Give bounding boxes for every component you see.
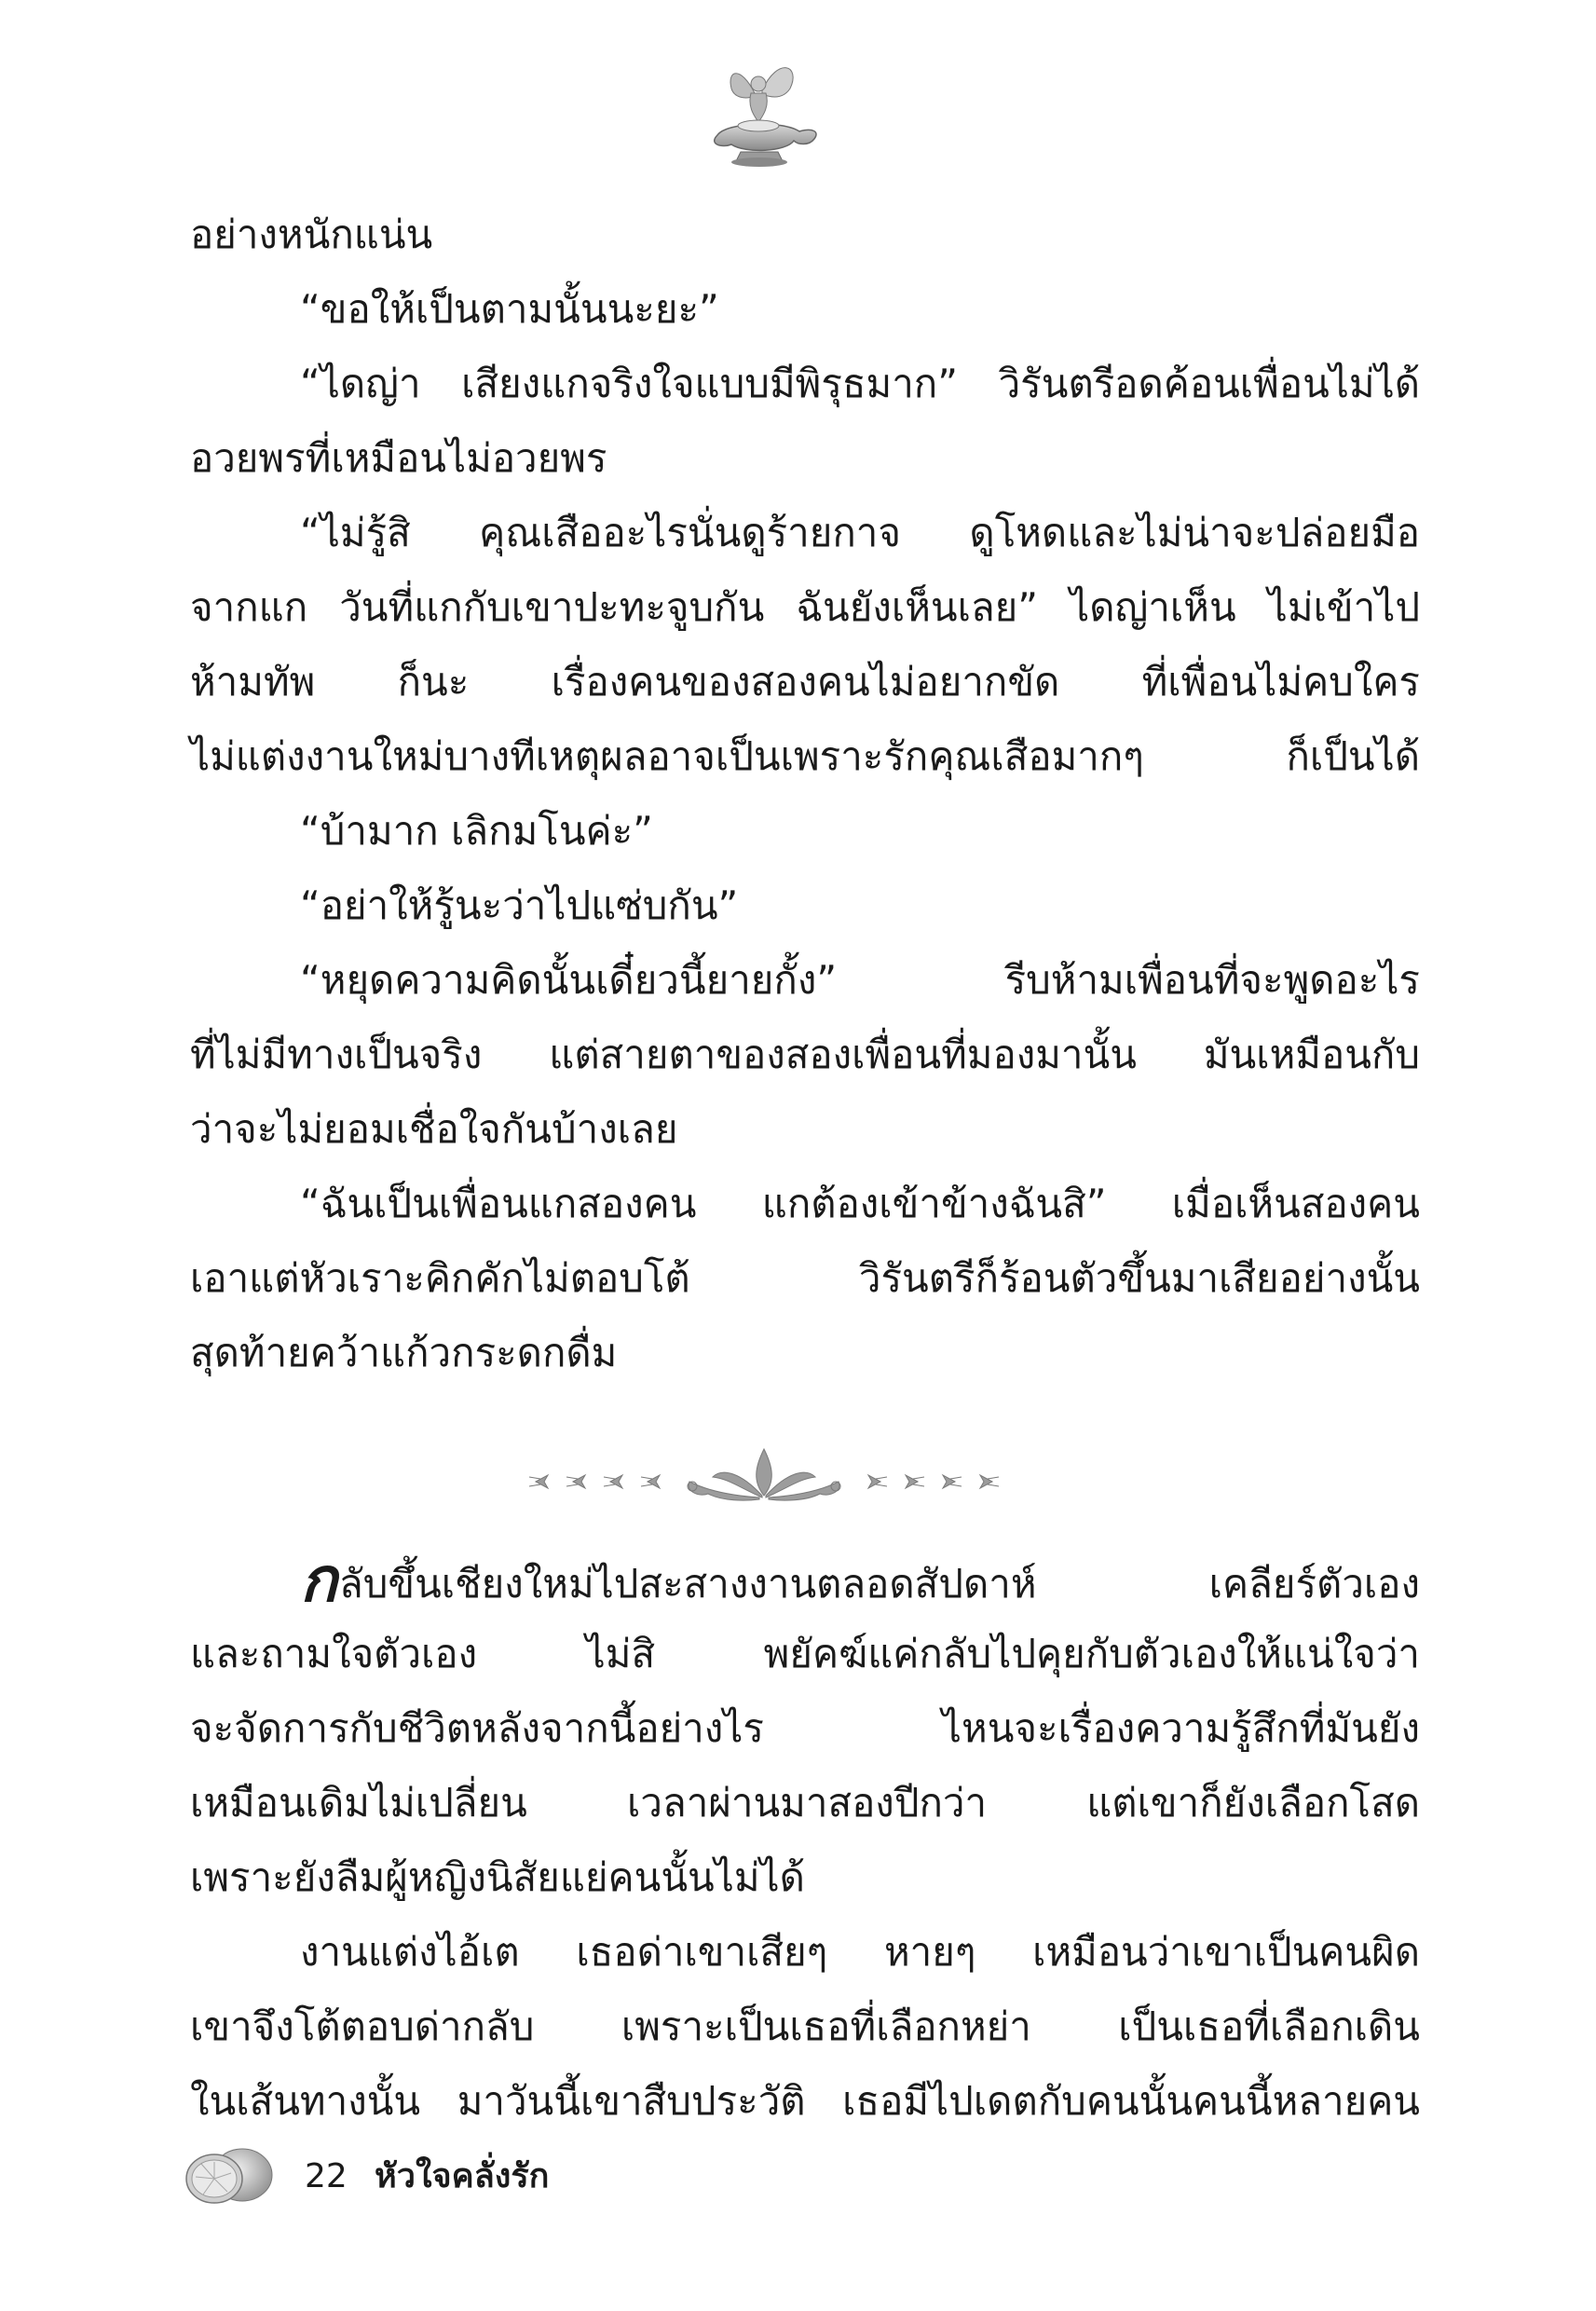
text-line: เขาจึงโต้ตอบด่ากลับ เพราะเป็นเธอที่เลือกหย่า เป็นเธอที่เลือกเดิน [190,2003,1420,2049]
text-line: “ไดญ่า เสียงแกจริงใจแบบมีพิรุธมาก” วิรันตรีอดค้อนเพื่อนไม่ได้ [300,361,1420,406]
text-line: สุดท้ายคว้าแก้วกระดกดื่ม [190,1330,618,1375]
text-line-dropcap [190,1542,1420,1617]
text-line: งานแต่งไอ้เต เธอด่าเขาเสียๆ หายๆ เหมือนว่าเขาเป็นคนผิด [300,1929,1420,1975]
text-line: จะจัดการกับชีวิตหลังจากนี้อย่างไร ไหนจะเรื่องความรู้สึกที่มันยัง [190,1705,1420,1751]
floral-arrow-divider-icon [522,1440,1006,1524]
text-line: “อย่าให้รู้นะว่าไปแซ่บกัน” [300,882,739,928]
orange-fruit-icon [179,2143,281,2208]
text-line: เหมือนเดิมไม่เปลี่ยน เวลาผ่านมาสองปีกว่า แต่เขาก็ยังเลือกโสด [190,1780,1420,1826]
text-line: ว่าจะไม่ยอมเชื่อใจกันบ้างเลย [190,1106,678,1152]
text-line: ห้ามทัพ ก็นะ เรื่องคนของสองคนไม่อยากขัด ที่เพื่อนไม่คบใคร [190,659,1420,704]
text-line: เพราะยังลืมผู้หญิงนิสัยแย่คนนั้นไม่ได้ [190,1854,805,1900]
text-line: “ไม่รู้สิ คุณเสืออะไรนั่นดูร้ายกาจ ดูโหดและไม่น่าจะปล่อยมือ [300,510,1420,555]
page-number: 22 [305,2157,348,2195]
text-line: เอาแต่หัวเราะคิกคักไม่ตอบโต้ วิรันตรีก็ร้อนตัวขึ้นมาเสียอย่างนั้น [190,1255,1420,1301]
book-title: หัวใจคลั่งรัก [375,2157,550,2195]
text-line: ในเส้นทางนั้น มาวันนี้เขาสืบประวัติ เธอมีไปเดตกับคนนั้นคนนี้หลายคน [190,2078,1420,2124]
text-line: “ฉันเป็นเพื่อนแกสองคน แกต้องเข้าข้างฉันสิ” เมื่อเห็นสองคน [300,1181,1420,1226]
body-text-section-2 [190,1542,1420,2139]
genie-lamp-with-cupid-icon [689,42,829,182]
text-line: ไม่แต่งงานใหม่บางทีเหตุผลอาจเป็นเพราะรักคุณเสือมากๆ ก็เป็นได้ [190,733,1420,779]
text-line: “ขอให้เป็นตามนั้นนะยะ” [300,286,719,332]
text-line: อวยพรที่เหมือนไม่อวยพร [190,435,607,481]
page-footer [179,2143,831,2218]
text-line: “บ้ามาก เลิกมโนค่ะ” [300,808,653,854]
text-line: “หยุดความคิดนั้นเดี๋ยวนี้ยายกั้ง” รีบห้ามเพื่อนที่จะพูดอะไร [300,957,1420,1003]
text-line: และถามใจตัวเอง ไม่สิ พยัคฆ์แค่กลับไปคุยกับตัวเองให้แน่ใจว่า [190,1631,1420,1676]
dropcap: ก [300,1543,337,1616]
text-line-rest: ลับขึ้นเชียงใหม่ไปสะสางงานตลอดสัปดาห์ เคลียร์ตัวเอง [338,1561,1420,1607]
text-line: ที่ไม่มีทางเป็นจริง แต่สายตาของสองเพื่อนที่มองมานั้น มันเหมือนกับ [190,1032,1420,1077]
text-line: จากแก วันที่แกกับเขาปะทะจูบกัน ฉันยังเห็นเลย” ไดญ่าเห็น ไม่เข้าไป [190,584,1420,630]
text-line: อย่างหนักแน่น [190,212,433,257]
body-text-section-1 [190,198,1420,1390]
